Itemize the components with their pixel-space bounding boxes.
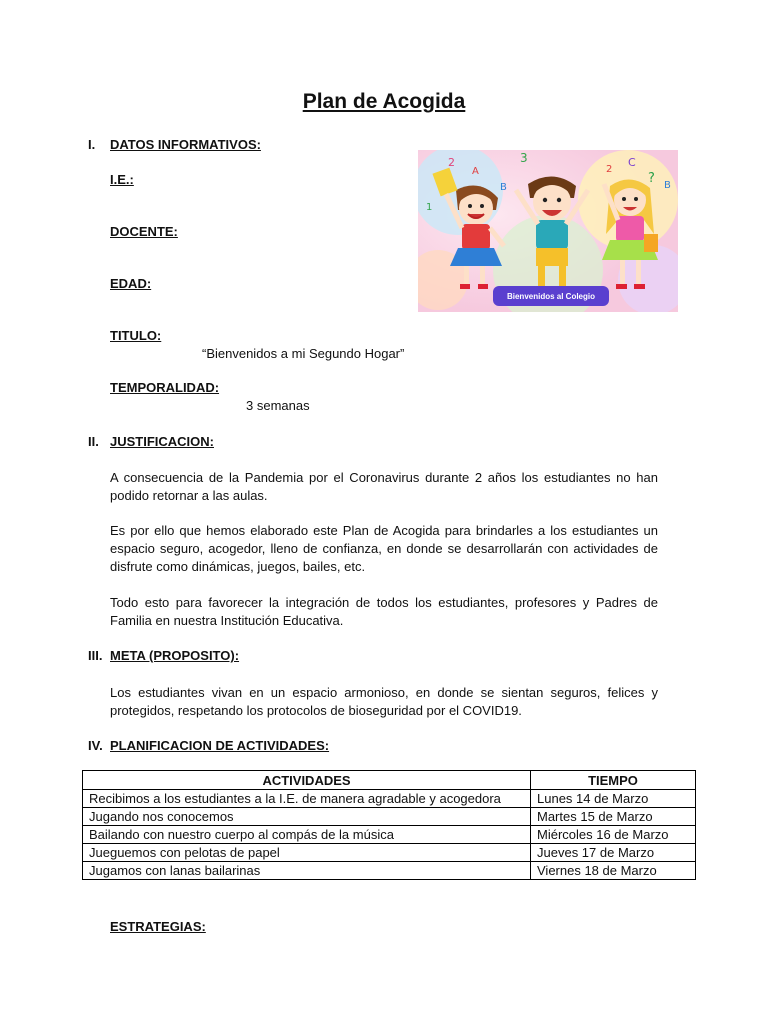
- illustration-glyph: 3: [520, 151, 528, 165]
- section-label: META (PROPOSITO):: [110, 648, 240, 663]
- table-row: [83, 862, 696, 880]
- field-titulo-label: TITULO:: [110, 328, 162, 343]
- activity-cell: Bailando con nuestro cuerpo al compás de la música: [83, 826, 531, 844]
- welcome-banner: Bienvenidos al Colegio: [493, 286, 609, 306]
- table-row: [83, 826, 696, 844]
- table-row: [83, 790, 696, 808]
- activity-cell: Recibimos a los estudiantes a la I.E. de manera agradable y acogedora: [83, 790, 531, 808]
- illustration-glyph: B: [500, 182, 507, 193]
- section-number: II.: [88, 434, 99, 449]
- section-label: PLANIFICACION DE ACTIVIDADES:: [110, 738, 330, 753]
- section-number: I.: [88, 137, 96, 152]
- illustration-glyph: ?: [648, 171, 655, 186]
- activity-cell: Jugando nos conocemos: [83, 808, 531, 826]
- table-row: [83, 844, 696, 862]
- activity-cell: Jueguemos con pelotas de papel: [83, 844, 531, 862]
- illustration-glyph: 1: [426, 202, 433, 213]
- justificacion-paragraph-2: Es por ello que hemos elaborado este Plan de Acogida para brindarles a los estudiantes un espacio seguro, acogedor, lleno de confianza, en donde se desarrollarán con actividades de disfrute como dinámicas, juegos, bailes, etc.: [110, 523, 658, 574]
- section-datos-informativos: [88, 137, 261, 152]
- section-meta: [88, 648, 239, 663]
- meta-paragraph: Los estudiantes vivan en un espacio armonioso, en donde se sientan seguros, felices y protegidos, respetando los protocolos de bioseguridad por el COVID19.: [110, 685, 658, 718]
- field-edad-label: EDAD:: [110, 276, 152, 291]
- justificacion-paragraph-1: A consecuencia de la Pandemia por el Coronavirus durante 2 años los estudiantes no han podido retornar a las aulas.: [110, 470, 658, 503]
- field-titulo-value: “Bienvenidos a mi Segundo Hogar”: [202, 346, 405, 361]
- section-number: IV.: [88, 738, 103, 753]
- table-header-row: [83, 771, 696, 790]
- field-ie-label: I.E.:: [110, 172, 134, 187]
- time-cell: Jueves 17 de Marzo: [531, 844, 696, 862]
- field-docente-label: DOCENTE:: [110, 224, 178, 239]
- illustration-glyph: C: [628, 156, 636, 169]
- field-temporalidad-value: 3 semanas: [246, 398, 310, 413]
- illustration-glyph: B: [664, 180, 671, 191]
- welcome-illustration: [418, 150, 678, 312]
- justificacion-paragraph-3: Todo esto para favorecer la integración de todos los estudiantes, profesores y Padres de Familia en nuestra Institución Educativa.: [110, 595, 658, 628]
- illustration-glyph: 2: [606, 164, 613, 175]
- time-cell: Viernes 18 de Marzo: [531, 862, 696, 880]
- section-label: JUSTIFICACION:: [110, 434, 214, 449]
- column-header-tiempo: TIEMPO: [531, 771, 696, 790]
- estrategias-heading: ESTRATEGIAS:: [110, 919, 206, 934]
- section-justificacion: [88, 434, 214, 449]
- activity-cell: Jugamos con lanas bailarinas: [83, 862, 531, 880]
- document-title: Plan de Acogida: [302, 90, 466, 113]
- time-cell: Martes 15 de Marzo: [531, 808, 696, 826]
- illustration-glyph: 2: [448, 156, 455, 169]
- time-cell: Miércoles 16 de Marzo: [531, 826, 696, 844]
- illustration-glyph: A: [472, 166, 479, 177]
- column-header-actividades: ACTIVIDADES: [83, 771, 531, 790]
- section-planificacion: [88, 738, 329, 753]
- field-temporalidad-label: TEMPORALIDAD:: [110, 380, 220, 395]
- table-row: [83, 808, 696, 826]
- activities-table: [82, 770, 696, 880]
- section-number: III.: [88, 648, 103, 663]
- section-label: DATOS INFORMATIVOS:: [110, 137, 261, 152]
- time-cell: Lunes 14 de Marzo: [531, 790, 696, 808]
